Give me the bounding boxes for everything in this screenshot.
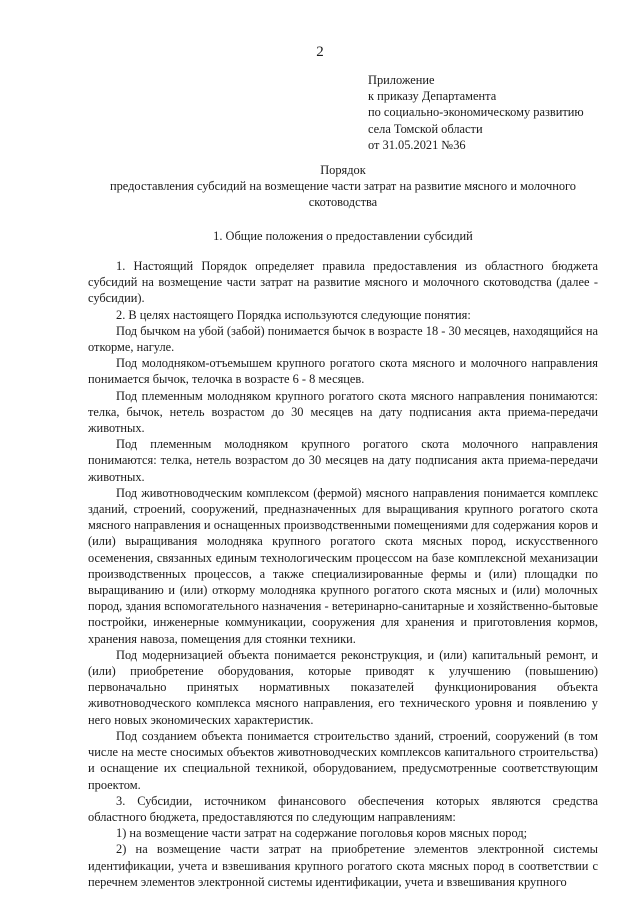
paragraph: 3. Субсидии, источником финансового обеспечения которых являются средства областного бюджета, предоставляются по следующим направлениям: xyxy=(88,793,598,824)
appendix-line: по социально-экономическому развитию xyxy=(368,105,584,120)
appendix-line: Приложение xyxy=(368,73,435,87)
paragraph: Под племенным молодняком крупного рогатого скота мясного направления понимаются: телка, бычок, нетель возрастом до 30 месяцев на дату подписания акта приема-передачи животных. xyxy=(88,388,598,436)
paragraph: 2. В целях настоящего Порядка используются следующие понятия: xyxy=(116,307,471,322)
appendix-block xyxy=(368,72,618,153)
paragraph: Под созданием объекта понимается строительство зданий, строений, сооружений (в том числе на месте сносимых объектов животноводческих комплексов капитального строительства) и оснащение их специальной техникой, оборудованием, предусмотренные соответствующим проектом. xyxy=(88,728,598,792)
title-line: предоставления субсидий на возмещение части затрат на развитие мясного и молочного скотоводства xyxy=(109,179,577,209)
document-body xyxy=(88,258,598,890)
appendix-line: к приказу Департамента xyxy=(368,89,497,104)
title-line: Порядок xyxy=(320,163,366,177)
appendix-line: села Томской области xyxy=(368,121,483,136)
paragraph: Под бычком на убой (забой) понимается бычок в возрасте 18 - 30 месяцев, находящийся на откорме, нагуле. xyxy=(88,323,598,355)
paragraph: Под племенным молодняком крупного рогатого скота молочного направления понимаются: телка, нетель возрастом до 30 месяцев на дату подписания акта приема-передачи животных. xyxy=(88,437,598,484)
paragraph: Под животноводческим комплексом (фермой) мясного направления понимается комплекс зданий, строений, сооружений, предназначенных для выращивания крупного рогатого скота мясного направления и оснащенных производственными помещениями для содержания коров и (или) выращивания молодняка крупного рогатого скота мясных пород, искусственного осеменения, связанных единым технологическим процессом на базе комплексной механизации производственных процессов, а также специализированные фермы и (или) площадки по выращиванию и (или) откорму молодняка крупного рогатого скота мясных и (или) молочных пород, здания вспомогательного назначения - ветеринарно-санитарные и хозяйственно-бытовые постройки, инженерные коммуникации, сооружения для хранения и приготовления кормов, хранения навоза, помещения для стоянки техники. xyxy=(88,485,598,646)
appendix-line: от 31.05.2021 №36 xyxy=(368,137,466,152)
section-heading: 1. Общие положения о предоставлении субсидий xyxy=(213,229,473,243)
page-number: 2 xyxy=(316,44,324,60)
paragraph: 1) на возмещение части затрат на содержание поголовья коров мясных пород; xyxy=(116,826,528,841)
paragraph: Под молодняком-отъемышем крупного рогатого скота мясного и молочного направления понимается бычок, телочка в возрасте 6 - 8 месяцев. xyxy=(88,356,598,387)
paragraph: 1. Настоящий Порядок определяет правила предоставления из областного бюджета субсидий на возмещение части затрат на развитие мясного и молочного скотоводства (далее - субсидии). xyxy=(88,259,598,306)
paragraph: Под модернизацией объекта понимается реконструкция, и (или) капитальный ремонт, и (или) приобретение оборудования, которые приводят к улучшению (повышению) первоначально принятых нормативных показателей функционирования объекта животноводческого комплекса мясного направления, его технического уровня и появлению у него новых экономических характеристик. xyxy=(88,647,598,727)
document-title xyxy=(88,162,598,210)
paragraph: 2) на возмещение части затрат на приобретение элементов электронной системы идентификации, учета и взвешивания крупного рогатого скота мясных пород в соответствии с перечнем элементов электронной системы идентификации, учета и взвешивания крупного xyxy=(88,842,598,889)
